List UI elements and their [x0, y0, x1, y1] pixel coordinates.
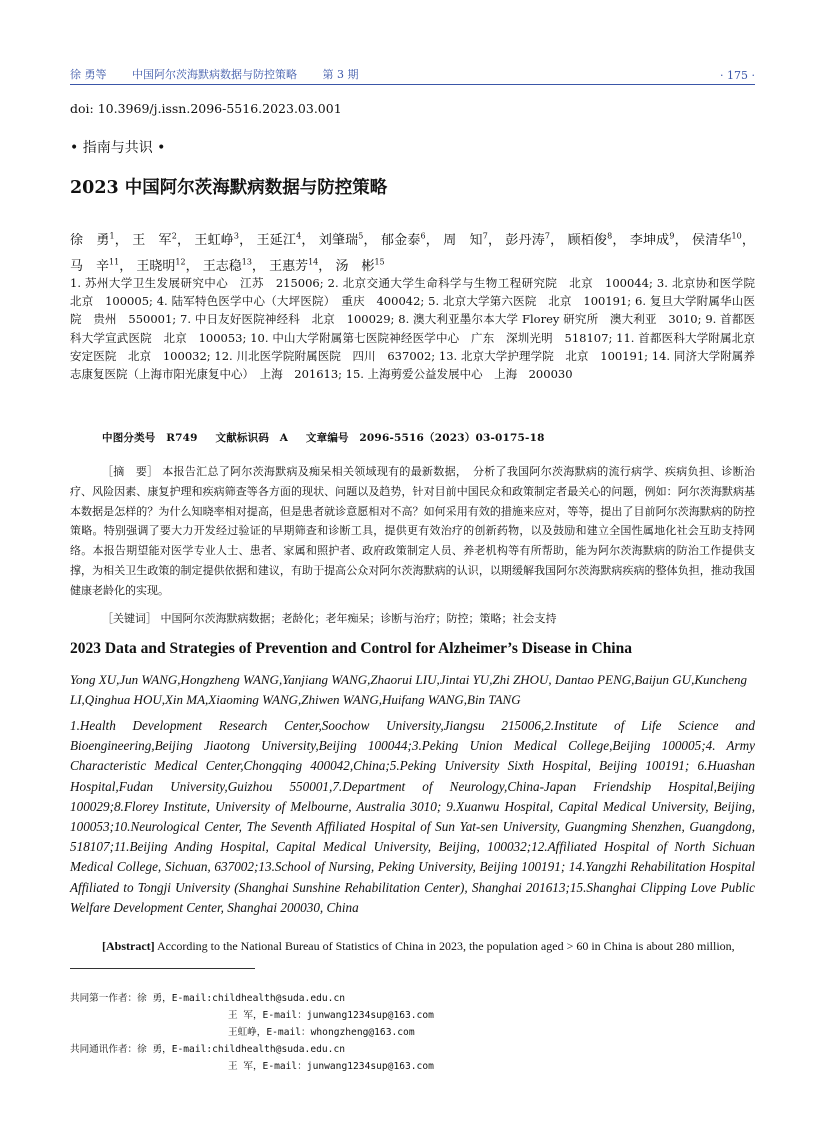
author: 汤 彬$^{15}$	[335, 257, 385, 274]
author: 彭丹涛$^7$，	[505, 232, 564, 249]
title-english: 2023 Data and Strategies of Prevention and Control for Alzheimer’s Disease in China	[70, 640, 632, 657]
abstract-label: ［摘 要］	[102, 465, 159, 478]
footnote-row	[70, 1024, 434, 1041]
footnote-row	[70, 1007, 434, 1024]
article-number: 文章编号 2096-5516（2023）03-0175-18	[305, 432, 545, 444]
abstract-english	[102, 939, 755, 954]
first-author-label: 共同第一作者：	[70, 993, 138, 1004]
clc-number: 中图分类号 R749	[102, 432, 198, 444]
header-page-number: · 175 ·	[720, 69, 755, 82]
column-label: • 指南与共识 •	[70, 140, 166, 156]
keywords-label: ［关键词］	[102, 612, 157, 625]
author: 徐 勇$^1$，	[70, 232, 128, 249]
footnote-rule	[70, 968, 255, 969]
keywords-text: 中国阿尔茨海默病数据；老龄化；老年痴呆；诊断与治疗；防控；策略；社会支持	[160, 612, 557, 625]
doi[interactable]: doi: 10.3969/j.issn.2096-5516.2023.03.001	[70, 101, 342, 116]
author: 侯清华$^{10}$，	[692, 232, 755, 249]
running-header-left	[70, 66, 381, 82]
author: 马 辛$^{11}$，	[70, 257, 133, 274]
classification-line	[102, 430, 559, 445]
header-issue: 第 3 期	[322, 68, 359, 81]
header-rule	[70, 84, 755, 85]
affiliations-english: 1.Health Development Research Center,Soochow University,Jiangsu 215006,2.Institute of Life Science and Bioengineering,Beijing Jiaotong University,Beijing 100044;3.Peking Union Medical College,Beijing 100005;4. Army Characteristic Medical Center,Chongqing 400042,China;5.Peking University Sixth Hospital, Beijing 100191; 6.Huashan Hospital,Fudan University,Guizhou 550001,7.Department of Neurology,China-Japan Friendship Hospital,Beijing 100029;8.Florey Institute, University of Melbourne, Australia 3010; 9.Xuanwu Hospital, Capital Medical University, Beijing, 100053;10.Neurological Center, The Seventh Affiliated Hospital of Sun Yat-sen University, Guangming Shenzhen, Guangdong, 518107;11.Beijing Anding Hospital, Capital Medical University, Beijing, 100032;12.Affiliated Hospital of North Sichuan Medical College, Sichuan, 637002;13.School of Nursing, Peking University, Beijing 100191; 14.Yangzhi Rehabilitation Hospital Affiliated to Tongji University (Shanghai Sunshine Rehabilitation Center), Shanghai 201613;15.Shanghai Clipping Love Public Welfare Development Center, Shanghai 200030, China	[70, 718, 755, 915]
footnote-row	[70, 1058, 434, 1075]
keywords-chinese	[102, 610, 557, 626]
authors-english: Yong XU,Jun WANG,Hongzheng WANG,Yanjiang WANG,Zhaorui LIU,Jintai YU,Zhi ZHOU, Dantao PENG,Baijun GU,Kuncheng LI,Qinghua HOU,Xin MA,Xiaoming WANG,Zhiwen WANG,Huifang WANG,Bin TANG	[70, 672, 748, 707]
corresponding-author-label: 共同通讯作者：	[70, 1044, 138, 1055]
author: 王虹峥$^3$，	[194, 232, 253, 249]
running-header	[70, 62, 755, 82]
affiliations-chinese: 1. 苏州大学卫生发展研究中心 江苏 215006; 2. 北京交通大学生命科学与生物工程研究院 北京 100044; 3. 北京协和医学院 北京 100005; 4. 陆军特色医学中心（大坪医院） 重庆 400042; 5. 北京大学第六医院 北京 100191; 6. 复旦大学附属华山医院 贵州 550001; 7. 中日友好医院神经科 北京 100029; 8. 澳大利亚墨尔本大学 Florey 研究所 澳大利亚 3010; 9. 首都医科大学宣武医院 北京 100053; 10. 中山大学附属第七医院神经医学中心 广东 深圳光明 518107; 11. 首都医科大学附属北京安定医院 北京 100032; 12. 川北医学院附属医院 四川 637002; 13. 北京大学护理学院 北京 100191; 14. 同济大学附属养志康复医院（上海市阳光康复中心） 上海 201613; 15. 上海剪爱公益发展中心 上海 200030	[70, 276, 767, 382]
authors-chinese	[70, 226, 755, 277]
author: 王 军$^2$，	[132, 232, 191, 249]
first-author-contact: 王 军，E-mail：junwang1234sup@163.com	[228, 1010, 434, 1021]
header-journal-title: 中国阿尔茨海默病数据与防控策略	[132, 68, 297, 81]
author: 王晓明$^{12}$，	[136, 257, 199, 274]
first-author-contact: 徐 勇，E-mail:childhealth@suda.edu.cn	[137, 993, 345, 1004]
abstract-english-text: According to the National Bureau of Statistics of China in 2023, the population aged > 60 in China is about 280 million,	[157, 939, 735, 953]
author: 李坤成$^9$，	[629, 232, 688, 249]
author: 刘肇瑞$^5$，	[318, 232, 377, 249]
document-code: 文献标识码 A	[215, 432, 289, 444]
corresponding-author-contact: 徐 勇，E-mail:childhealth@suda.edu.cn	[137, 1044, 345, 1055]
abstract-text: 本报告汇总了阿尔茨海默病及痴呆相关领域现有的最新数据， 分析了我国阿尔茨海默病的流行病学、疾病负担、诊断治疗、风险因素、康复护理和疾病筛查等各方面的现状、问题以及趋势，针对目前中国民众和政策制定者最关心的问题，例如：阿尔茨海默病基本数据是怎样的？为什么知晓率相对提高，但是患者就诊意愿相对不高？如何采用有效的措施来应对，等等，提出了目前阿尔茨海默病的防控策略。特别强调了要大力开发经过验证的早期筛查和诊断工具，提供更有效治疗的创新药物，以及鼓励和建立全国性属地化社会互助支持网络。本报告期望能对医学专业人士、患者、家属和照护者、政府政策制定人员、养老机构等有所帮助，能为阿尔茨海默病的防治工作提供支撑，为相关卫生政策的制定提供依据和建议，有助于提高公众对阿尔茨海默病的认识，以期缓解我国阿尔茨海默病疾病的整体负担，推动我国健康老龄化的实现。	[70, 465, 756, 597]
corresponding-author-contact: 王 军，E-mail：junwang1234sup@163.com	[228, 1061, 434, 1072]
author: 周 知$^7$，	[443, 232, 502, 249]
footnote-row	[70, 1041, 434, 1058]
title-chinese: 2023 中国阿尔茨海默病数据与防控策略	[70, 178, 388, 198]
footnotes	[70, 990, 434, 1075]
author: 王惠芳$^{14}$，	[269, 257, 332, 274]
author: 王延江$^4$，	[256, 232, 315, 249]
abstract-chinese	[70, 462, 755, 601]
first-author-contact: 王虹峥，E-mail：whongzheng@163.com	[228, 1027, 415, 1038]
abstract-english-label: [Abstract]	[102, 939, 155, 953]
author: 顾栢俊$^8$，	[567, 232, 626, 249]
header-authors: 徐 勇等	[70, 68, 107, 81]
author: 郁金泰$^6$，	[381, 232, 439, 249]
footnote-row	[70, 990, 434, 1007]
author: 王志稳$^{13}$，	[202, 257, 265, 274]
